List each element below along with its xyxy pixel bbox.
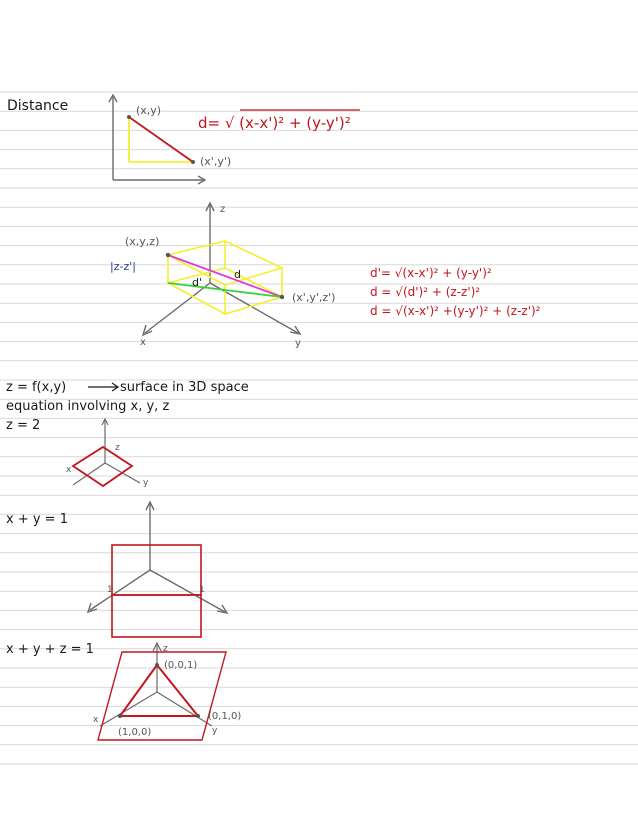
plane-xy1-section	[6, 502, 227, 637]
plane-z2-axes	[73, 419, 140, 485]
dprime-label: d'	[192, 276, 203, 289]
axis-x-label: x	[140, 337, 146, 348]
axis-z-label: z	[220, 204, 226, 215]
2d-distance-segment	[129, 117, 193, 162]
surface-line-1-post: surface in 3D space	[120, 380, 249, 395]
distance-formula-2d: d= √ (x-x')² + (y-y')²	[198, 114, 351, 132]
plane-xy1-tick-left: 1	[107, 585, 113, 595]
xyz1-axis-x: x	[93, 715, 99, 725]
point-3d-a-label: (x,y,z)	[125, 235, 160, 248]
point-b-label: (x',y')	[200, 155, 232, 168]
pt-x-label: (1,0,0)	[118, 727, 152, 738]
xyz1-axis-y: y	[212, 726, 218, 736]
d-label: d	[234, 268, 241, 281]
xyz1-axis-z: z	[163, 644, 168, 654]
z2-axis-y: y	[143, 478, 149, 488]
pt-y-label: (0,1,0)	[208, 711, 242, 722]
plane-xy1-label: x + y = 1	[6, 512, 68, 527]
surface-line-1-pre: z = f(x,y)	[6, 380, 67, 395]
plane-xyz1-label: x + y + z = 1	[6, 642, 94, 657]
point-3d-b-label: (x',y',z')	[292, 291, 336, 304]
distance-2d-section	[7, 95, 360, 184]
formula-d-from-dprime: d = √(d')² + (z-z')²	[370, 285, 481, 299]
surface-line-2: equation involving x, y, z	[6, 399, 170, 414]
plane-xyz1-triangle	[120, 665, 198, 716]
point-b-dot	[191, 160, 195, 164]
point-3d-b-dot	[280, 295, 284, 299]
dz-label: |z-z'|	[110, 260, 136, 273]
axis-y-label: y	[295, 338, 301, 349]
pt-z-label: (0,0,1)	[164, 660, 198, 671]
formula-dprime: d'= √(x-x')² + (y-y')²	[370, 266, 492, 280]
z2-axis-z: z	[115, 443, 120, 453]
plane-xy1-tick-right: 1	[199, 585, 205, 595]
ruled-lines	[0, 92, 638, 764]
right-arrow-icon	[88, 383, 118, 391]
pt-x-dot	[118, 714, 122, 718]
distance-3d-section	[110, 203, 541, 349]
surface-section	[6, 380, 249, 488]
z2-axis-x: x	[66, 465, 72, 475]
point-3d-a-dot	[166, 253, 170, 257]
pt-z-dot	[155, 663, 159, 667]
surface-line-3: z = 2	[6, 418, 41, 433]
pt-y-dot	[196, 714, 200, 718]
distance-heading: Distance	[7, 98, 69, 114]
formula-d-full: d = √(x-x')² +(y-y')² + (z-z')²	[370, 304, 541, 318]
plane-xy1-axes	[88, 502, 227, 613]
point-a-label: (x,y)	[136, 104, 162, 117]
point-a-dot	[127, 115, 131, 119]
plane-z2	[73, 447, 132, 486]
